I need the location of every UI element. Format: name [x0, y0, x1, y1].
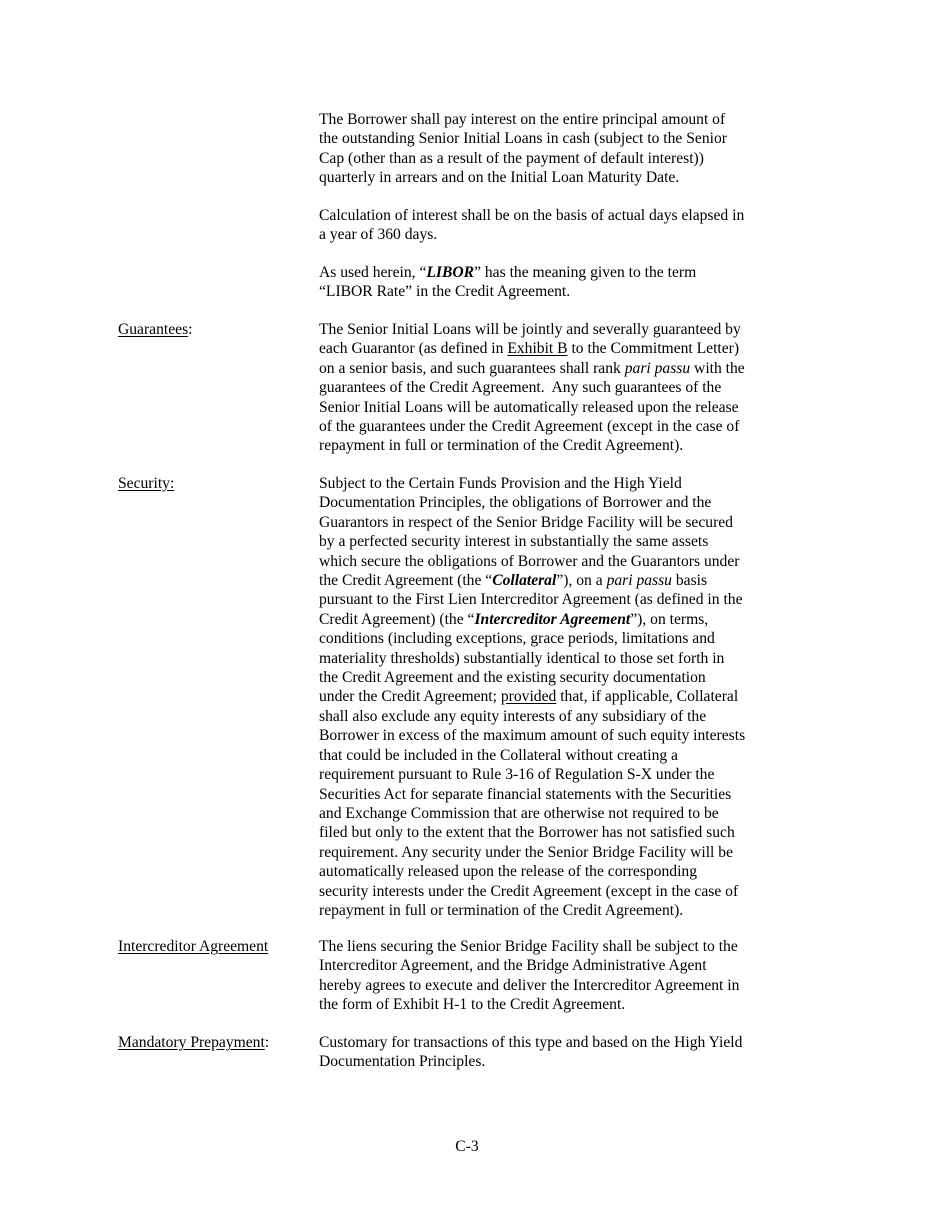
text-line: Documentation Principles. [319, 1053, 486, 1071]
exhibit-b-reference: Exhibit B [507, 340, 568, 358]
text-line: Subject to the Certain Funds Provision and the High Yield [319, 475, 682, 492]
label-text: Security: [118, 475, 175, 492]
text-line: Senior Initial Loans will be automatically released upon the release [319, 398, 739, 416]
security-paragraph [319, 474, 789, 920]
label-suffix: : [264, 1034, 270, 1051]
text-fragment: As used herein, “ [319, 264, 427, 281]
text-line: automatically released upon the release of the corresponding [319, 863, 697, 881]
text-fragment: ”), on terms, [630, 610, 709, 628]
label-text: Intercreditor Agreement [118, 938, 269, 955]
section-label-intercreditor [118, 937, 308, 956]
text-line: Documentation Principles, the obligations of Borrower and the [319, 494, 712, 512]
italic-term: pari passu [606, 572, 672, 590]
text-fragment: ” has the meaning given to the term [474, 264, 697, 281]
text-line [319, 610, 789, 629]
mandatory-prepayment-paragraph [319, 1033, 789, 1072]
text-line: Cap (other than as a result of the payment of default interest)) [319, 149, 704, 167]
text-line: “LIBOR Rate” in the Credit Agreement. [319, 283, 571, 301]
interest-payment-paragraph [319, 110, 789, 188]
text-line: by a perfected security interest in substantially the same assets [319, 533, 709, 551]
text-line: Borrower in excess of the maximum amount of such equity interests [319, 727, 746, 745]
section-label-security [118, 474, 308, 493]
text-fragment: to the Commitment Letter) [567, 340, 740, 358]
text-line: that could be included in the Collateral without creating a [319, 746, 678, 764]
text-line: materiality thresholds) substantially identical to those set forth in [319, 649, 725, 667]
text-line: which secure the obligations of Borrower and the Guarantors under [319, 552, 740, 570]
text-line: Customary for transactions of this type and based on the High Yield [319, 1034, 743, 1051]
text-line [319, 339, 789, 358]
text-line: shall also exclude any equity interests of any subsidiary of the [319, 707, 707, 725]
text-line: requirement pursuant to Rule 3-16 of Regulation S-X under the [319, 766, 715, 784]
provided-term: provided [500, 688, 557, 706]
text-line [319, 687, 789, 706]
text-line: the Credit Agreement and the existing security documentation [319, 669, 706, 687]
text-line: of the guarantees under the Credit Agreement (except in the case of [319, 418, 740, 436]
libor-definition-paragraph [319, 263, 789, 302]
text-fragment: ”), on a [556, 572, 607, 590]
text-fragment: that, if applicable, Collateral [556, 688, 739, 706]
guarantees-paragraph [319, 320, 789, 456]
text-fragment: each Guarantor (as defined in [319, 340, 508, 358]
text-line: hereby agrees to execute and deliver the Intercreditor Agreement in [319, 976, 740, 994]
italic-term: pari passu [624, 359, 691, 377]
text-fragment: on a senior basis, and such guarantees shall rank [319, 359, 625, 377]
text-fragment: under the Credit Agreement; [319, 688, 501, 706]
text-line: filed but only to the extent that the Borrower has not satisfied such [319, 824, 735, 842]
defined-term-libor: LIBOR [426, 264, 475, 281]
text-line: Guarantors in respect of the Senior Bridge Facility will be secured [319, 513, 733, 531]
text-line: conditions (including exceptions, grace periods, limitations and [319, 630, 715, 648]
text-fragment: Credit Agreement) (the “ [319, 610, 475, 628]
text-fragment: the Credit Agreement (the “ [319, 572, 493, 590]
intercreditor-paragraph [319, 937, 789, 1015]
section-label-mandatory-prepayment [118, 1033, 308, 1052]
page-number: C-3 [455, 1138, 479, 1155]
text-line: The Borrower shall pay interest on the entire principal amount of [319, 111, 726, 128]
text-line: repayment in full or termination of the Credit Agreement). [319, 437, 684, 455]
text-line: security interests under the Credit Agreement (except in the case of [319, 882, 739, 900]
text-line: the outstanding Senior Initial Loans in cash (subject to the Senior [319, 130, 727, 148]
label-suffix: : [188, 321, 193, 338]
text-fragment: basis [671, 572, 708, 590]
text-line: quarterly in arrears and on the Initial Loan Maturity Date. [319, 169, 680, 187]
defined-term-collateral: Collateral [492, 572, 557, 590]
defined-term-intercreditor-agreement: Intercreditor Agreement [474, 610, 631, 628]
text-fragment: with the [690, 359, 745, 377]
text-line: Intercreditor Agreement, and the Bridge Administrative Agent [319, 957, 707, 975]
section-label-guarantees [118, 320, 308, 339]
text-line: The liens securing the Senior Bridge Facility shall be subject to the [319, 938, 738, 955]
text-line: repayment in full or termination of the Credit Agreement). [319, 901, 684, 919]
text-line: requirement. Any security under the Senior Bridge Facility will be [319, 843, 734, 861]
text-line: a year of 360 days. [319, 226, 438, 244]
label-text: Mandatory Prepayment [118, 1034, 265, 1051]
label-text: Guarantees [118, 321, 189, 338]
text-line: and Exchange Commission that are otherwise not required to be [319, 804, 719, 822]
text-line: pursuant to the First Lien Intercreditor Agreement (as defined in the [319, 591, 743, 609]
interest-calculation-paragraph [319, 206, 789, 245]
text-line [319, 359, 789, 378]
text-line: Securities Act for separate financial statements with the Securities [319, 785, 732, 803]
text-line: the form of Exhibit H-1 to the Credit Agreement. [319, 996, 626, 1014]
text-line: The Senior Initial Loans will be jointly and severally guaranteed by [319, 321, 741, 338]
text-line [319, 571, 789, 590]
text-line [319, 263, 789, 282]
text-line: Calculation of interest shall be on the basis of actual days elapsed in [319, 207, 745, 224]
text-line: guarantees of the Credit Agreement. Any such guarantees of the [319, 379, 722, 397]
